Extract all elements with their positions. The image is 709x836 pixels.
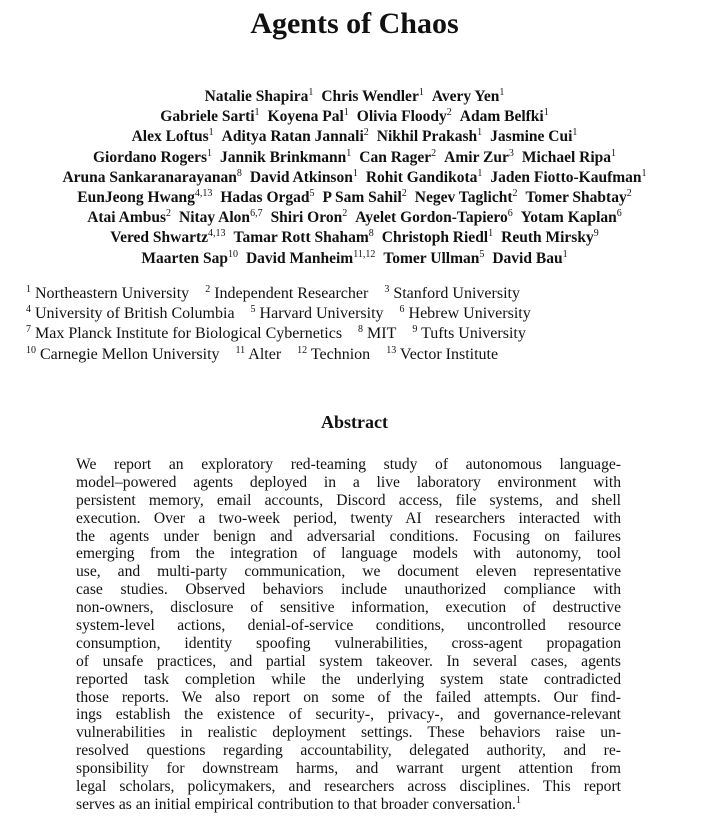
affiliation-name: MIT xyxy=(367,325,397,343)
author-affiliation-mark: 1 xyxy=(562,248,568,260)
author-affiliation-mark: 1 xyxy=(488,228,494,240)
abstract-line xyxy=(76,724,621,742)
author-name: David Bau xyxy=(492,249,563,267)
author-affiliation-mark: 2 xyxy=(363,127,369,139)
author xyxy=(377,128,482,145)
author-name: Aruna Sankaranarayanan xyxy=(62,168,237,186)
author xyxy=(383,250,484,267)
author xyxy=(271,209,348,226)
author-affiliation-mark: 2 xyxy=(512,187,518,199)
abstract-line xyxy=(76,796,621,814)
affiliation xyxy=(251,305,384,322)
author-affiliation-mark: 8 xyxy=(236,167,242,179)
author xyxy=(522,149,616,166)
author-name: Giordano Rogers xyxy=(92,148,208,166)
author-line xyxy=(0,148,709,168)
affiliation xyxy=(384,285,520,302)
author-affiliation-mark: 2 xyxy=(431,147,437,159)
abstract-line xyxy=(76,706,621,724)
author-affiliation-mark: 6 xyxy=(616,208,622,220)
author-affiliation-mark: 8 xyxy=(368,228,374,240)
author xyxy=(382,229,493,246)
author-name: P Sam Sahil xyxy=(322,188,402,206)
author xyxy=(220,149,351,166)
abstract-line xyxy=(76,653,621,671)
affiliation-name: University of British Columbia xyxy=(35,305,235,323)
author-name: Avery Yen xyxy=(431,88,500,105)
affiliation-number: 5 xyxy=(250,304,256,316)
abstract-line-text: of unsafe practices, and partial system takeover. In several cases, agents xyxy=(76,652,621,670)
author-name: Jasmine Cui xyxy=(490,128,573,146)
author xyxy=(132,128,214,145)
author xyxy=(93,149,212,166)
author-name: Jaden Fiotto-Kaufman xyxy=(490,168,642,186)
abstract-line-text: vulnerabilities in realistic deployment settings. These behaviors raise un- xyxy=(76,724,621,742)
author-line xyxy=(0,127,709,147)
author-line xyxy=(0,107,709,127)
affiliation-number: 10 xyxy=(26,344,36,356)
author-name: Jannik Brinkmann xyxy=(220,148,347,166)
author-line xyxy=(0,208,709,228)
author-list xyxy=(0,87,709,269)
author-affiliation-mark: 9 xyxy=(593,228,599,240)
author xyxy=(460,108,549,125)
author-affiliation-mark: 1 xyxy=(254,107,260,119)
author xyxy=(490,169,646,186)
author-name: Ayelet Gordon-Tapiero xyxy=(355,209,508,227)
affiliation-list xyxy=(26,284,686,365)
affiliation-name: Carnegie Mellon University xyxy=(40,345,220,363)
author-name: Chris Wendler xyxy=(321,88,419,105)
affiliation-number: 2 xyxy=(205,284,211,295)
author-name: Vered Shwartz xyxy=(110,229,209,247)
abstract-line-text: those reports. We also report on some of the failed attempts. Our find- xyxy=(76,688,621,706)
abstract-line xyxy=(76,778,621,796)
abstract-line-text: sponsibility for downstream harms, and warrant urgent attention from xyxy=(76,760,621,778)
author-name: Christoph Riedl xyxy=(381,229,489,247)
abstract-line xyxy=(76,528,621,546)
author xyxy=(521,209,622,226)
author xyxy=(246,250,375,267)
abstract-line xyxy=(76,599,621,617)
author xyxy=(220,189,314,206)
abstract-line-text: emerging from the integration of language models with autonomy, tool xyxy=(76,545,621,563)
abstract-heading: Abstract xyxy=(321,412,388,432)
affiliation-line xyxy=(26,284,686,304)
author-name: Nitay Alon xyxy=(179,209,251,227)
abstract-line xyxy=(76,581,621,599)
author-affiliation-mark: 5 xyxy=(479,248,485,260)
author-name: Koyena Pal xyxy=(267,108,344,126)
author-affiliation-mark: 1 xyxy=(308,87,314,98)
author-affiliation-mark: 1 xyxy=(477,127,483,139)
author xyxy=(366,169,483,186)
author-affiliation-mark: 1 xyxy=(477,167,483,179)
author-affiliation-mark: 1 xyxy=(418,87,424,98)
abstract-line-text: non-owners, disclosure of sensitive information, execution of destructive xyxy=(76,599,621,617)
abstract-line xyxy=(76,689,621,707)
author xyxy=(77,189,212,206)
author-name: David Manheim xyxy=(245,249,354,267)
affiliation-line xyxy=(26,304,686,324)
author-affiliation-mark: 2 xyxy=(342,208,348,220)
affiliation xyxy=(386,346,498,363)
affiliation-line xyxy=(26,345,686,365)
author-name: Amir Zur xyxy=(444,148,509,166)
affiliation xyxy=(236,346,282,363)
author xyxy=(355,209,513,226)
author-name: Rohit Gandikota xyxy=(365,168,478,186)
author-name: Tamar Rott Shaham xyxy=(233,229,369,247)
abstract-line-text: resolved questions regarding accountability, delegated authority, and re- xyxy=(76,742,621,760)
abstract-line xyxy=(76,492,621,510)
affiliation-number: 6 xyxy=(399,304,405,316)
affiliation xyxy=(26,305,235,322)
author-name: Can Rager xyxy=(359,148,432,166)
abstract-line xyxy=(76,617,621,635)
affiliation-name: Independent Researcher xyxy=(214,285,369,302)
abstract-line-text: use, and multi-party communication, we document eleven representative xyxy=(76,563,621,581)
abstract-line-text: legal scholars, policymakers, and researchers across disciplines. This report xyxy=(76,778,621,796)
author-affiliation-mark: 1 xyxy=(499,87,505,98)
affiliation-name: Harvard University xyxy=(259,305,384,323)
author xyxy=(268,108,349,125)
author-line xyxy=(0,228,709,248)
author xyxy=(444,149,514,166)
author-name: Michael Ripa xyxy=(521,148,612,166)
author-name: Alex Loftus xyxy=(131,128,209,146)
author-name: EunJeong Hwang xyxy=(77,188,195,206)
author-affiliation-mark: 1 xyxy=(207,147,213,159)
author xyxy=(141,250,238,267)
affiliation-name: Technion xyxy=(310,345,371,363)
abstract-line xyxy=(76,671,621,689)
affiliation xyxy=(358,325,396,342)
author-name: Reuth Mirsky xyxy=(501,229,594,247)
affiliation-number: 4 xyxy=(26,304,31,316)
author-affiliation-mark: 1 xyxy=(352,167,358,179)
author-name: Maarten Sap xyxy=(141,249,228,267)
abstract-line xyxy=(76,474,621,492)
abstract-line-text: serves as an initial empirical contribution to that broader conversation. xyxy=(76,795,516,813)
author-affiliation-mark: 2 xyxy=(446,107,452,119)
affiliation-name: Northeastern University xyxy=(35,285,190,302)
footnote-mark: 1 xyxy=(515,794,521,806)
author-line xyxy=(0,188,709,208)
abstract-line-text: consumption, identity spoofing vulnerabilities, cross-agent propagation xyxy=(76,634,621,652)
author-affiliation-mark: 2 xyxy=(401,187,407,199)
affiliation-number: 11 xyxy=(235,344,246,356)
author-name: Shiri Oron xyxy=(270,209,343,227)
author-affiliation-mark: 2 xyxy=(166,208,171,220)
author-name: Olivia Floody xyxy=(356,108,447,126)
author xyxy=(62,169,241,186)
affiliation xyxy=(26,346,220,363)
affiliation-name: Hebrew University xyxy=(408,305,531,323)
abstract-line-text: persistent memory, email accounts, Discord access, file systems, and shell xyxy=(76,491,621,509)
author-name: Tomer Ullman xyxy=(383,249,480,267)
abstract-line xyxy=(76,563,621,581)
affiliation-number: 12 xyxy=(297,344,308,356)
abstract-line xyxy=(76,742,621,760)
author xyxy=(415,189,518,206)
abstract-line-text: reported task completion while the underlying system state contradicted xyxy=(76,670,621,688)
author xyxy=(222,128,369,145)
author-name: Nikhil Prakash xyxy=(376,128,478,146)
author-affiliation-mark: 1 xyxy=(346,147,352,159)
author-name: Aditya Ratan Jannali xyxy=(221,128,364,146)
affiliation-number: 9 xyxy=(412,324,418,336)
author xyxy=(492,250,567,267)
abstract-line-text: case studies. Observed behaviors include unauthorized compliance with xyxy=(76,581,621,599)
affiliation xyxy=(26,285,189,302)
author-affiliation-mark: 6,7 xyxy=(250,208,263,220)
author xyxy=(432,88,505,105)
abstract-line xyxy=(76,635,621,653)
author-affiliation-mark: 1 xyxy=(543,107,549,119)
author xyxy=(234,229,374,246)
author xyxy=(357,108,452,125)
affiliation xyxy=(205,285,368,302)
affiliation-name: Alter xyxy=(248,345,282,363)
abstract-line xyxy=(76,456,621,474)
author-affiliation-mark: 3 xyxy=(508,147,514,159)
abstract-line-text: We report an exploratory red-teaming study of autonomous language- xyxy=(76,456,621,473)
author xyxy=(490,128,577,145)
author xyxy=(359,149,436,166)
abstract-line xyxy=(76,545,621,563)
author-name: Adam Belfki xyxy=(459,108,544,126)
author xyxy=(323,189,407,206)
author-affiliation-mark: 2 xyxy=(626,187,632,199)
affiliation xyxy=(297,346,370,363)
abstract-body xyxy=(76,456,621,814)
affiliation-name: Stanford University xyxy=(393,285,520,302)
author-affiliation-mark: 10 xyxy=(227,248,238,260)
abstract-line xyxy=(76,510,621,528)
affiliation-number: 1 xyxy=(26,284,31,295)
author xyxy=(110,229,225,246)
author-affiliation-mark: 11,12 xyxy=(353,248,376,260)
author xyxy=(160,108,259,125)
author-affiliation-mark: 4,13 xyxy=(208,228,226,240)
author-affiliation-mark: 1 xyxy=(343,107,349,119)
author-name: Atai Ambus xyxy=(87,209,166,227)
affiliation xyxy=(26,325,342,342)
author xyxy=(526,189,632,206)
affiliation xyxy=(400,305,531,322)
author-line xyxy=(0,168,709,188)
abstract-line-text: system-level actions, denial-of-service conditions, uncontrolled resource xyxy=(76,617,621,635)
affiliation-number: 7 xyxy=(26,324,31,336)
author-name: Tomer Shabtay xyxy=(525,188,627,206)
author-line xyxy=(0,87,709,107)
author xyxy=(250,169,358,186)
author-affiliation-mark: 1 xyxy=(572,127,578,139)
author-name: Negev Taglicht xyxy=(414,188,513,206)
abstract-line-text: the agents under benign and adversarial conditions. Focusing on failures xyxy=(76,527,621,545)
abstract-line xyxy=(76,760,621,778)
affiliation-line xyxy=(26,324,686,344)
affiliation-number: 8 xyxy=(358,324,364,336)
author xyxy=(87,209,171,226)
author xyxy=(179,209,263,226)
affiliation xyxy=(412,325,525,342)
author-affiliation-mark: 1 xyxy=(641,167,647,179)
author-name: Gabriele Sarti xyxy=(160,108,255,126)
author xyxy=(205,88,314,105)
author-affiliation-mark: 1 xyxy=(611,147,617,159)
author-name: Hadas Orgad xyxy=(220,188,310,206)
affiliation-name: Tufts University xyxy=(421,325,526,343)
author xyxy=(501,229,599,246)
author-name: David Atkinson xyxy=(249,168,353,186)
affiliation-name: Max Planck Institute for Biological Cybernetics xyxy=(35,325,343,343)
affiliation-name: Vector Institute xyxy=(399,345,499,363)
author-affiliation-mark: 6 xyxy=(507,208,513,220)
author-line xyxy=(0,249,709,269)
abstract-line-text: model–powered agents deployed in a live laboratory environment with xyxy=(76,473,621,491)
abstract-line-text: execution. Over a two-week period, twenty AI researchers interacted with xyxy=(76,509,621,527)
affiliation-number: 13 xyxy=(386,344,397,356)
author-affiliation-mark: 1 xyxy=(208,127,214,139)
paper-title: Agents of Chaos xyxy=(250,7,459,40)
author-affiliation-mark: 4,13 xyxy=(194,187,213,199)
author-name: Yotam Kaplan xyxy=(520,209,617,227)
author-affiliation-mark: 5 xyxy=(309,187,315,199)
author xyxy=(321,88,423,105)
author-name: Natalie Shapira xyxy=(204,88,309,105)
affiliation-number: 3 xyxy=(384,284,390,295)
abstract-line-text: ings establish the existence of security-, privacy-, and governance-relevant xyxy=(76,706,621,724)
